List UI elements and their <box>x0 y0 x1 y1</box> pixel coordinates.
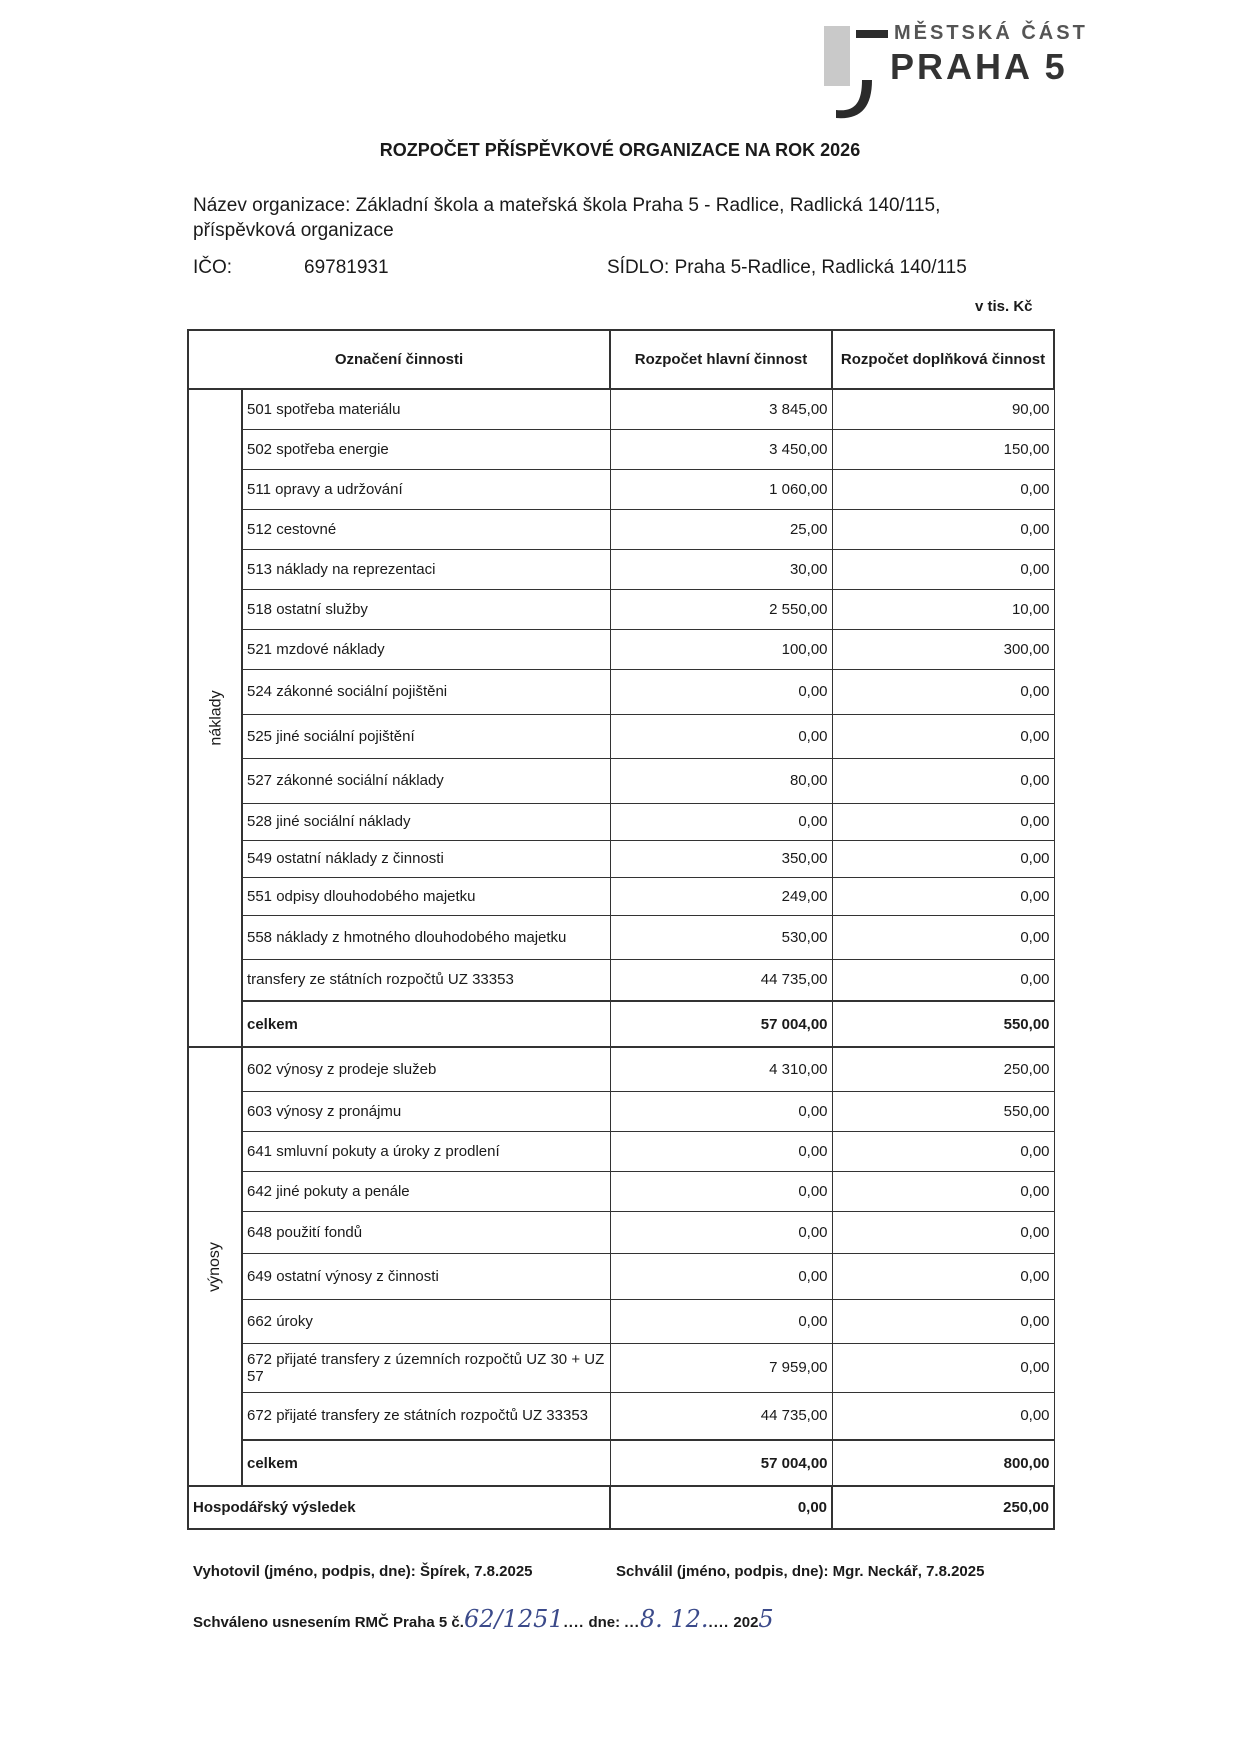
table-row <box>188 1047 1054 1091</box>
cell-extra: 250,00 <box>832 1047 1054 1091</box>
cell-main: 1 060,00 <box>610 469 832 509</box>
cell-extra: 0,00 <box>832 469 1054 509</box>
header-activity: Označení činnosti <box>188 330 610 389</box>
cell-extra: 150,00 <box>832 429 1054 469</box>
prepared-by: Vyhotovil (jméno, podpis, dne): Špírek, 7.8.2025 <box>193 1563 533 1580</box>
cell-main: 44 735,00 <box>610 959 832 1001</box>
cell-label: 662 úroky <box>242 1299 610 1343</box>
cell-extra: 0,00 <box>832 877 1054 915</box>
cell-label: 502 spotřeba energie <box>242 429 610 469</box>
vynosy-category <box>188 1047 242 1486</box>
cell-label: 512 cestovné <box>242 509 610 549</box>
logo-l-shape <box>824 26 850 86</box>
table-row <box>188 469 1054 509</box>
logo-bar <box>856 30 888 38</box>
naklady-category-label: náklady <box>207 690 225 746</box>
table-row <box>188 959 1054 1001</box>
sidlo-value: Praha 5-Radlice, Radlická 140/115 <box>674 257 967 278</box>
total-extra: 550,00 <box>832 1001 1054 1047</box>
year-prefix: 202 <box>733 1614 759 1631</box>
cell-extra: 0,00 <box>832 1253 1054 1299</box>
table-row <box>188 1091 1054 1131</box>
table-row <box>188 803 1054 840</box>
cell-label: 518 ostatní služby <box>242 589 610 629</box>
resolution-line: Schváleno usnesením RMČ Praha 5 č.62/1251.... dne: ...8. 12..... 2025 <box>193 1605 774 1633</box>
cell-main: 7 959,00 <box>610 1343 832 1392</box>
cell-main: 0,00 <box>610 1299 832 1343</box>
result-label: Hospodářský výsledek <box>188 1486 610 1529</box>
cell-label: 513 náklady na reprezentaci <box>242 549 610 589</box>
table-row <box>188 389 1054 429</box>
table-row <box>188 714 1054 758</box>
cell-extra: 300,00 <box>832 629 1054 669</box>
total-main: 57 004,00 <box>610 1001 832 1047</box>
cell-main: 3 845,00 <box>610 389 832 429</box>
cell-extra: 0,00 <box>832 1211 1054 1253</box>
date-label: dne: <box>588 1614 621 1631</box>
cell-extra: 0,00 <box>832 714 1054 758</box>
cell-label: 602 výnosy z prodeje služeb <box>242 1047 610 1091</box>
table-row <box>188 629 1054 669</box>
cell-label: 524 zákonné sociální pojištěni <box>242 669 610 714</box>
cell-main: 0,00 <box>610 1211 832 1253</box>
table-row <box>188 669 1054 714</box>
naklady-category <box>188 389 242 1047</box>
unit-label: v tis. Kč <box>975 298 1033 315</box>
cell-main: 3 450,00 <box>610 429 832 469</box>
result-row <box>188 1486 1054 1529</box>
cell-main: 0,00 <box>610 1131 832 1171</box>
cell-main: 4 310,00 <box>610 1047 832 1091</box>
cell-main: 30,00 <box>610 549 832 589</box>
cell-main: 0,00 <box>610 669 832 714</box>
table-header-row <box>188 330 1054 389</box>
approved-by: Schválil (jméno, podpis, dne): Mgr. Neckář, 7.8.2025 <box>616 1563 985 1580</box>
cell-main: 249,00 <box>610 877 832 915</box>
cell-main: 530,00 <box>610 915 832 959</box>
table-row <box>188 1131 1054 1171</box>
cell-label: 642 jiné pokuty a penále <box>242 1171 610 1211</box>
cell-main: 25,00 <box>610 509 832 549</box>
cell-extra: 0,00 <box>832 1392 1054 1440</box>
cell-extra: 0,00 <box>832 758 1054 803</box>
cell-main: 2 550,00 <box>610 589 832 629</box>
cell-label: 525 jiné sociální pojištění <box>242 714 610 758</box>
cell-main: 0,00 <box>610 803 832 840</box>
cell-extra: 10,00 <box>832 589 1054 629</box>
document-title: ROZPOČET PŘÍSPĚVKOVÉ ORGANIZACE NA ROK 2026 <box>379 140 861 160</box>
cell-label: 527 zákonné sociální náklady <box>242 758 610 803</box>
table-row <box>188 1392 1054 1440</box>
cell-extra: 0,00 <box>832 1171 1054 1211</box>
table-row <box>188 549 1054 589</box>
table-row <box>188 589 1054 629</box>
header-main: Rozpočet hlavní činnost <box>610 330 832 389</box>
cell-label: 648 použití fondů <box>242 1211 610 1253</box>
cell-label: 641 smluvní pokuty a úroky z prodlení <box>242 1131 610 1171</box>
cell-main: 80,00 <box>610 758 832 803</box>
org-name-label: Název organizace: <box>193 195 351 216</box>
cell-main: 0,00 <box>610 714 832 758</box>
year-handwritten: 5 <box>758 1605 774 1633</box>
cell-extra: 0,00 <box>832 549 1054 589</box>
table-row <box>188 840 1054 877</box>
cell-label: transfery ze státních rozpočtů UZ 33353 <box>242 959 610 1001</box>
cell-extra: 90,00 <box>832 389 1054 429</box>
logo-subtitle: MĚSTSKÁ ČÁST <box>894 22 1088 44</box>
cell-extra: 0,00 <box>832 915 1054 959</box>
total-label: celkem <box>242 1001 610 1047</box>
cell-label: 672 přijaté transfery ze státních rozpočtů UZ 33353 <box>242 1392 610 1440</box>
cell-extra: 0,00 <box>832 959 1054 1001</box>
budget-table <box>187 329 1055 1530</box>
naklady-section <box>188 389 1054 1047</box>
cell-main: 44 735,00 <box>610 1392 832 1440</box>
cell-extra: 0,00 <box>832 840 1054 877</box>
cell-main: 100,00 <box>610 629 832 669</box>
table-row <box>188 1343 1054 1392</box>
total-label: celkem <box>242 1440 610 1486</box>
total-extra: 800,00 <box>832 1440 1054 1486</box>
table-row <box>188 1299 1054 1343</box>
sidlo <box>607 257 967 279</box>
table-row <box>188 877 1054 915</box>
org-name-line2: příspěvková organizace <box>193 220 394 241</box>
cell-label: 521 mzdové náklady <box>242 629 610 669</box>
table-row <box>188 1211 1054 1253</box>
ico-label: IČO: <box>193 257 233 278</box>
cell-label: 501 spotřeba materiálu <box>242 389 610 429</box>
sidlo-label: SÍDLO: <box>607 257 670 278</box>
logo-hook-icon <box>832 78 892 128</box>
cell-extra: 0,00 <box>832 509 1054 549</box>
result-extra: 250,00 <box>832 1486 1054 1529</box>
cell-label: 558 náklady z hmotného dlouhodobého majetku <box>242 915 610 959</box>
cell-label: 649 ostatní výnosy z činnosti <box>242 1253 610 1299</box>
naklady-total-row <box>188 1001 1054 1047</box>
vynosy-category-label: výnosy <box>205 1241 223 1292</box>
ico-value: 69781931 <box>304 257 389 278</box>
vynosy-section <box>188 1047 1054 1486</box>
cell-main: 0,00 <box>610 1253 832 1299</box>
cell-main: 0,00 <box>610 1171 832 1211</box>
date-handwritten: 8. 12. <box>639 1605 709 1633</box>
cell-main: 350,00 <box>610 840 832 877</box>
cell-label: 551 odpisy dlouhodobého majetku <box>242 877 610 915</box>
cell-extra: 0,00 <box>832 669 1054 714</box>
cell-label: 672 přijaté transfery z územních rozpočtů UZ 30 + UZ 57 <box>242 1343 610 1392</box>
vynosy-total-row <box>188 1440 1054 1486</box>
cell-extra: 0,00 <box>832 1299 1054 1343</box>
logo-name: PRAHA 5 <box>890 46 1068 87</box>
header-extra: Rozpočet doplňková činnost <box>832 330 1054 389</box>
result-main: 0,00 <box>610 1486 832 1529</box>
cell-label: 511 opravy a udržování <box>242 469 610 509</box>
praha5-logo <box>820 20 1088 120</box>
org-name-line1: Základní škola a mateřská škola Praha 5 - Radlice, Radlická 140/115, <box>355 195 941 216</box>
resolution-number: 62/1251 <box>463 1605 564 1633</box>
cell-main: 0,00 <box>610 1091 832 1131</box>
cell-label: 549 ostatní náklady z činnosti <box>242 840 610 877</box>
table-row <box>188 1253 1054 1299</box>
cell-label: 603 výnosy z pronájmu <box>242 1091 610 1131</box>
cell-extra: 550,00 <box>832 1091 1054 1131</box>
cell-extra: 0,00 <box>832 1343 1054 1392</box>
table-row <box>188 429 1054 469</box>
resolution-prefix: Schváleno usnesením RMČ Praha 5 č. <box>193 1614 464 1631</box>
cell-label: 528 jiné sociální náklady <box>242 803 610 840</box>
organization-name <box>193 193 1013 243</box>
table-row <box>188 509 1054 549</box>
cell-extra: 0,00 <box>832 803 1054 840</box>
total-main: 57 004,00 <box>610 1440 832 1486</box>
table-row <box>188 758 1054 803</box>
cell-extra: 0,00 <box>832 1131 1054 1171</box>
table-row <box>188 915 1054 959</box>
table-row <box>188 1171 1054 1211</box>
